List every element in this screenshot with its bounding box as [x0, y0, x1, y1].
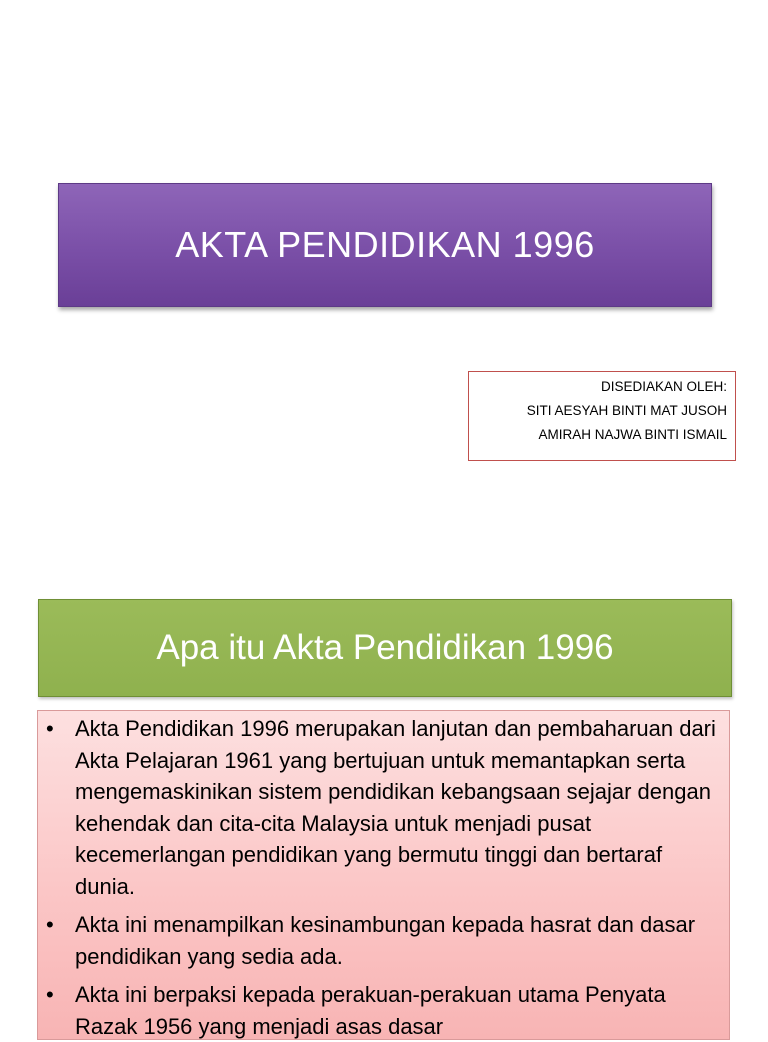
bullet-item [38, 713, 729, 902]
bullet-item [38, 909, 729, 972]
slide-title-text: AKTA PENDIDIKAN 1996 [175, 224, 595, 265]
slide-content [0, 560, 768, 1039]
author-name: SITI AESYAH BINTI MAT JUSOH [526, 403, 727, 418]
slide-heading: Apa itu Akta Pendidikan 1996 [156, 628, 614, 667]
author-label: DISEDIAKAN OLEH: [600, 379, 727, 394]
bullet-item [38, 979, 729, 1042]
heading-banner [38, 599, 732, 697]
bullet-list [38, 713, 729, 1042]
content-box [37, 710, 730, 1040]
bullet-text: Akta ini berpaksi kepada perakuan-perakuan utama Penyata Razak 1956 yang menjadi asas dasar [75, 982, 666, 1039]
title-banner [58, 183, 712, 307]
author-name: AMIRAH NAJWA BINTI ISMAIL [538, 427, 727, 442]
bullet-text: Akta ini menampilkan kesinambungan kepada hasrat dan dasar pendidikan yang sedia ada. [75, 912, 696, 969]
bullet-icon: • [46, 982, 54, 1007]
author-box [468, 371, 736, 461]
bullet-icon: • [46, 912, 54, 937]
bullet-text: Akta Pendidikan 1996 merupakan lanjutan dan pembaharuan dari Akta Pelajaran 1961 yang bertujuan untuk memantapkan serta mengemaskinikan sistem pendidikan kebangsaan sejajar dengan kehendak dan cita-cita Malaysia untuk menjadi pusat kecemerlangan pendidikan yang bermutu tinggi dan bertaraf dunia. [75, 716, 716, 899]
bullet-icon: • [46, 716, 54, 741]
